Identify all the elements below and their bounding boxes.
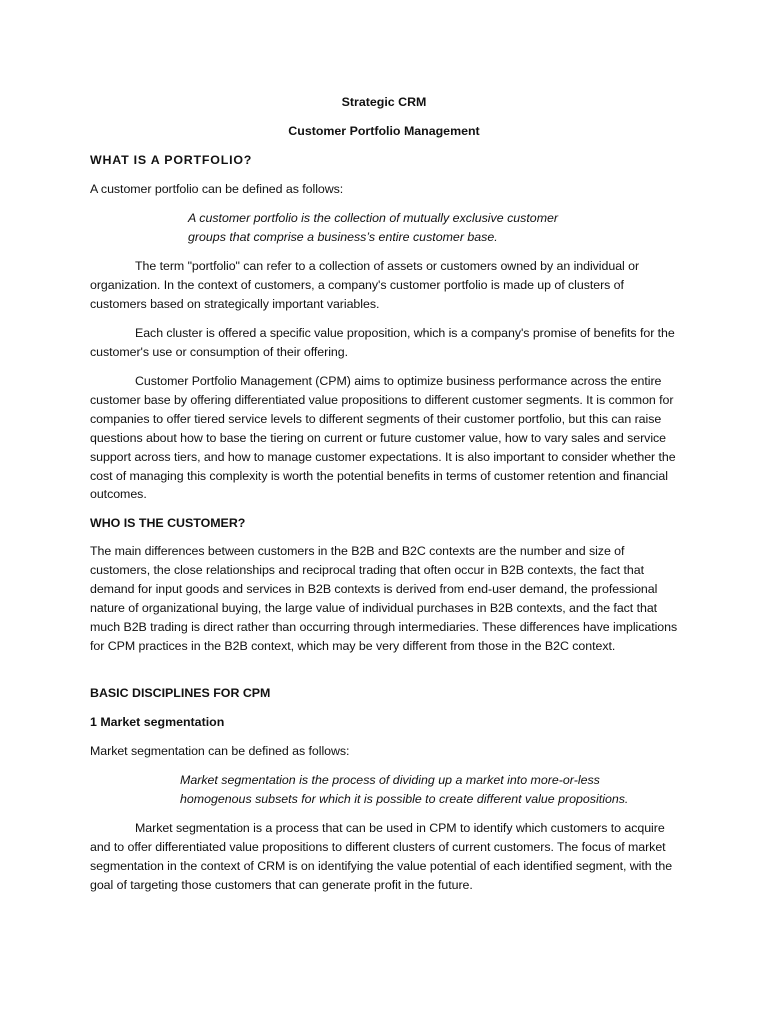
portfolio-definition-line-2: groups that comprise a business’s entire customer base.	[188, 230, 498, 244]
customer-paragraph-1: The main differences between customers in the B2B and B2C contexts are the number and size of customers, the close relationships and reciprocal trading that often occur in B2B contexts, the fact that demand for input goods and services in B2B contexts is derived from end-user demand, the professional nature of organizational buying, the large value of individual purchases in B2B contexts, and the fact that much B2B trading is direct rather than occurring through intermediaries. These differences have implications for CPM practices in the B2B context, which may be very different from those in the B2C context.	[90, 544, 678, 653]
segmentation-definition-line-2: homogenous subsets for which it is possible to create different value propositions.	[180, 792, 629, 806]
segmentation-paragraph-1: Market segmentation is a process that can be used in CPM to identify which customers to acquire and to offer differentiated value propositions to different clusters of current customers. The focus of market segmentation in the context of CRM is on identifying the value potential of each identified segment, with the goal of targeting those customers that can generate profit in the future.	[90, 821, 673, 892]
portfolio-definition-line-1: A customer portfolio is the collection of mutually exclusive customer	[188, 211, 559, 225]
portfolio-intro: A customer portfolio can be defined as follows:	[90, 182, 344, 196]
portfolio-paragraph-2: Each cluster is offered a specific value proposition, which is a company's promise of benefits for the customer's use or consumption of their offering.	[90, 326, 675, 359]
document-subtitle: Customer Portfolio Management	[288, 124, 480, 138]
section-heading-portfolio: WHAT IS A PORTFOLIO?	[90, 153, 253, 167]
document-title: Strategic CRM	[341, 95, 427, 109]
subsection-heading-market-segmentation: 1 Market segmentation	[90, 715, 225, 729]
portfolio-paragraph-1: The term "portfolio" can refer to a collection of assets or customers owned by an individual or organization. In the context of customers, a company's customer portfolio is made up of clusters of customers based on strategically important variables.	[90, 259, 640, 311]
segmentation-intro: Market segmentation can be defined as follows:	[90, 744, 350, 758]
section-heading-disciplines: BASIC DISCIPLINES FOR CPM	[90, 686, 271, 700]
portfolio-paragraph-3: Customer Portfolio Management (CPM) aims to optimize business performance across the entire customer base by offering differentiated value propositions to different customer segments. It is common for companies to offer tiered service levels to different segments of their customer portfolio, but this can raise questions about how to base the tiering on current or future customer value, how to vary sales and service support across tiers, and how to manage customer expectations. It is also important to consider whether the cost of managing this complexity is worth the potential benefits in terms of customer retention and financial outcomes.	[90, 374, 676, 502]
section-heading-customer: WHO IS THE CUSTOMER?	[90, 516, 246, 530]
segmentation-definition-line-1: Market segmentation is the process of dividing up a market into more-or-less	[180, 773, 600, 787]
